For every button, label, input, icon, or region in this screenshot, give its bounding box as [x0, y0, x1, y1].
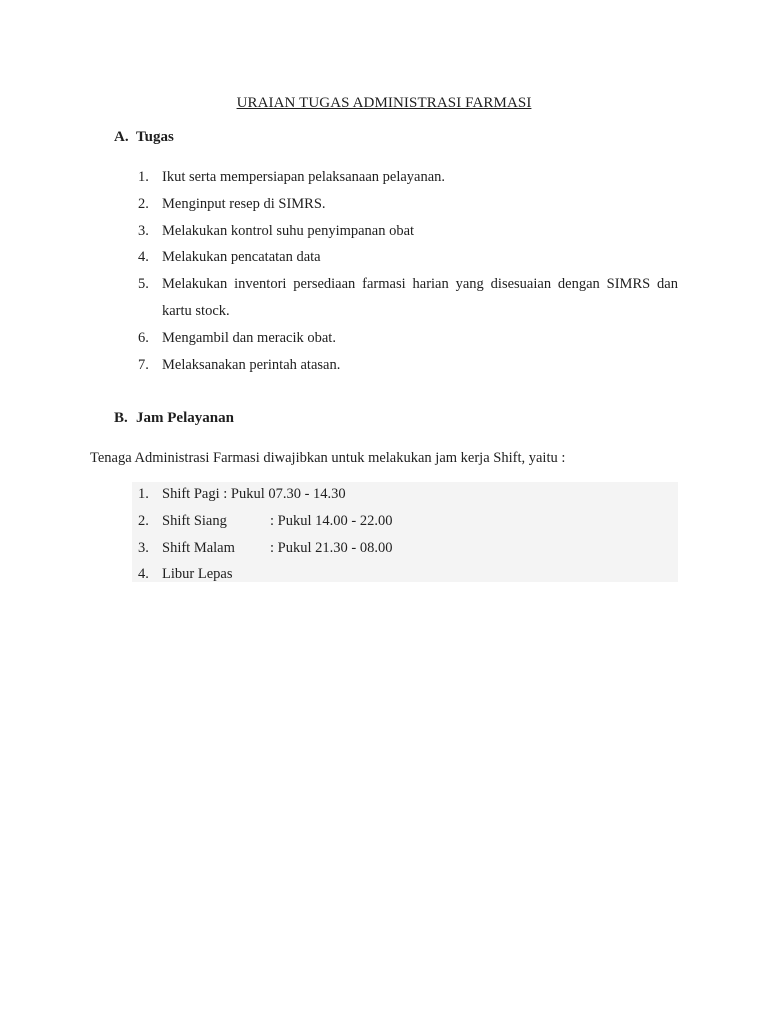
shift-item	[138, 561, 678, 588]
shift-item-time: : Pukul 21.30 - 08.00	[270, 539, 393, 556]
list-item	[138, 164, 678, 191]
document-title: URAIAN TUGAS ADMINISTRASI FARMASI	[236, 95, 532, 111]
list-item-number: 6.	[138, 329, 149, 346]
section-b-title: Jam Pelayanan	[136, 410, 234, 426]
list-item-text: Melakukan pencatatan data	[162, 249, 321, 266]
shift-item-number: 2.	[138, 512, 149, 529]
section-b-intro: Tenaga Administrasi Farmasi diwajibkan untuk melakukan jam kerja Shift, yaitu :	[90, 450, 566, 466]
shift-item-label: Shift Siang	[162, 512, 227, 529]
section-a-letter: A.	[114, 129, 129, 145]
shift-item	[138, 508, 678, 535]
list-item-text: Melaksanakan perintah atasan.	[162, 356, 341, 373]
shift-item-number: 3.	[138, 539, 149, 556]
section-a-heading	[114, 127, 174, 147]
list-item-number: 7.	[138, 356, 149, 373]
list-item	[138, 191, 678, 218]
shift-item	[138, 535, 678, 562]
section-a-title: Tugas	[136, 129, 174, 145]
list-item-number: 5.	[138, 276, 149, 293]
shift-item-number: 4.	[138, 566, 149, 583]
shift-item-label: Shift Malam	[162, 539, 235, 556]
list-item-text: Melakukan inventori persediaan farmasi harian yang disesuaian dengan SIMRS dan kartu stock.	[162, 276, 678, 319]
list-item-number: 3.	[138, 222, 149, 239]
shift-item	[138, 481, 678, 508]
shift-item-text: Libur Lepas	[162, 566, 233, 583]
list-item	[138, 244, 678, 271]
shift-item-time: : Pukul 14.00 - 22.00	[270, 512, 393, 529]
shift-item-text: Shift Pagi : Pukul 07.30 - 14.30	[162, 486, 346, 502]
list-item-number: 2.	[138, 195, 149, 212]
tugas-list	[138, 164, 678, 378]
section-b-letter: B.	[114, 410, 128, 426]
shift-item-number: 1.	[138, 486, 149, 502]
list-item-text: Menginput resep di SIMRS.	[162, 195, 326, 212]
list-item	[138, 271, 678, 325]
list-item	[138, 325, 678, 352]
list-item-number: 1.	[138, 169, 149, 185]
list-item	[138, 352, 678, 379]
list-item-number: 4.	[138, 249, 149, 266]
section-b-heading	[114, 408, 234, 428]
list-item-text: Ikut serta mempersiapan pelaksanaan pelayanan.	[162, 169, 446, 185]
list-item	[138, 218, 678, 245]
list-item-text: Mengambil dan meracik obat.	[162, 329, 336, 346]
list-item-text: Melakukan kontrol suhu penyimpanan obat	[162, 222, 415, 239]
shift-list	[138, 481, 678, 588]
